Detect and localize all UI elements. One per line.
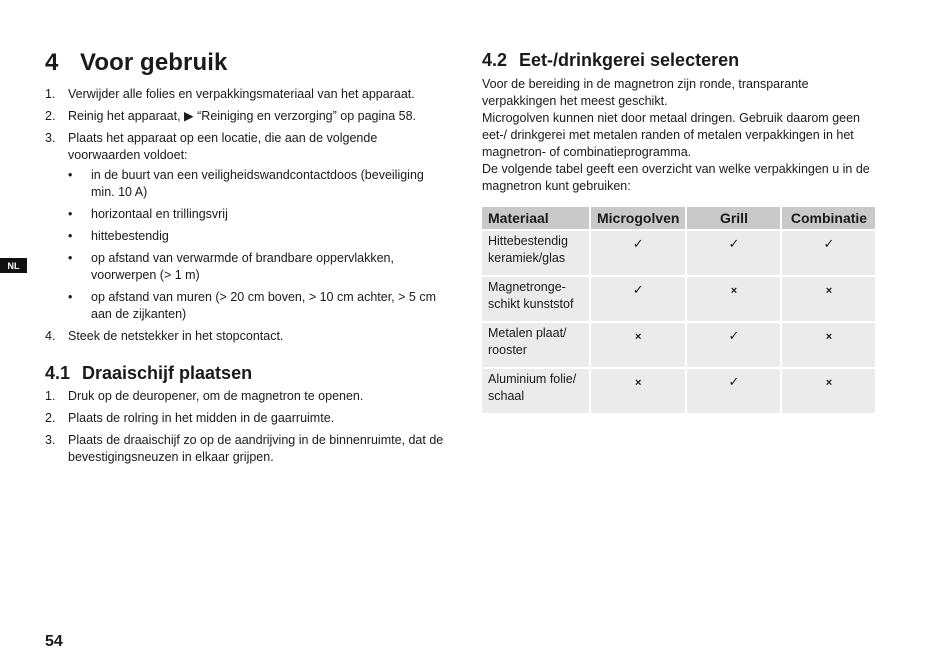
section-title: Eet-/drinkgerei selecteren (519, 50, 740, 70)
section-4-2-heading (482, 48, 882, 72)
table-row (482, 231, 875, 275)
turntable-steps (45, 388, 445, 466)
check-icon: ✓ (687, 369, 780, 413)
check-icon: ✓ (687, 231, 780, 275)
check-icon: ✓ (591, 277, 685, 321)
check-icon: ✓ (591, 231, 685, 275)
cross-icon: × (782, 369, 875, 413)
paragraph: Microgolven kunnen niet door metaal dringen. Gebruik daarom geen eet-/ drinkgerei met metalen randen of metalen verpakkingen in het magnetron- of combinatieprogramma. (482, 111, 861, 159)
table-row (482, 323, 875, 367)
bullet-item: • op afstand van verwarmde of brandbare oppervlakken, voorwerpen (> 1 m) (68, 251, 394, 282)
page-number: 54 (45, 633, 63, 650)
list-item: 3. Plaats het apparaat op een locatie, die aan de volgende voorwaarden voldoet: • in de buurt van een veiligheidswandcontactdoos (beveiliging min. 10 A) • horizontaal en trillingsvrij • hittebestendig • op afstand van verwarmde of brandbare oppervlakken, voorwerpen (> 1 m) • op afstand van muren (> 20 cm boven, > 10 cm achter, > 5 cm aan de zijkanten) (45, 130, 445, 323)
section-4-1-heading (45, 361, 445, 385)
material-cell: Aluminium folie/ schaal (482, 369, 589, 413)
section-title: Draaischijf plaatsen (82, 363, 253, 383)
section-number: 4 (45, 49, 59, 76)
material-cell: Magnetronge-schikt kunststof (482, 277, 589, 321)
section-title: Voor gebruik (80, 49, 228, 76)
table-header-row (482, 207, 875, 229)
list-item: 2. Plaats de rolring in het midden in de gaarruimte. (45, 411, 335, 425)
right-column (482, 48, 882, 415)
left-column (45, 48, 445, 471)
material-cell: Metalen plaat/ rooster (482, 323, 589, 367)
cross-icon: × (591, 323, 685, 367)
column-header: Grill (687, 207, 780, 229)
cross-icon: × (687, 277, 780, 321)
bullet-item: • horizontaal en trillingsvrij (68, 207, 228, 221)
intro-text (482, 76, 882, 195)
bullet-item: • in de buurt van een veiligheidswandcontactdoos (beveiliging min. 10 A) (68, 168, 424, 199)
language-tab: NL (0, 258, 27, 273)
list-item: 1. Verwijder alle folies en verpakkingsmateriaal van het apparaat. (45, 87, 415, 101)
material-cell: Hittebestendig keramiek/glas (482, 231, 589, 275)
list-item: 2. Reinig het apparaat, ▶ “Reiniging en verzorging” op pagina 58. (45, 109, 417, 123)
column-header: Materiaal (482, 207, 589, 229)
bullet-item: • hittebestendig (68, 229, 169, 243)
cross-icon: × (782, 323, 875, 367)
paragraph: Voor de bereiding in de magnetron zijn ronde, transparante verpakkingen het meest geschikt. (482, 77, 809, 108)
cross-icon: × (591, 369, 685, 413)
placement-conditions (68, 167, 445, 323)
cross-icon: × (782, 277, 875, 321)
list-item: 3. Plaats de draaischijf zo op de aandrijving in de binnenruimte, dat de bevestigingsneuzen in elkaar grijpen. (45, 433, 444, 464)
section-4-heading (45, 48, 445, 78)
check-icon: ✓ (782, 231, 875, 275)
list-item: 4. Steek de netstekker in het stopcontact. (45, 329, 284, 343)
list-item: 1. Druk op de deuropener, om de magnetron te openen. (45, 389, 364, 403)
bullet-item: • op afstand van muren (> 20 cm boven, > 10 cm achter, > 5 cm aan de zijkanten) (68, 290, 436, 321)
section-number: 4.1 (45, 363, 71, 383)
table-row (482, 277, 875, 321)
material-table (480, 205, 877, 415)
usage-steps (45, 86, 445, 345)
check-icon: ✓ (687, 323, 780, 367)
column-header: Microgolven (591, 207, 685, 229)
paragraph: De volgende tabel geeft een overzicht van welke verpakkingen u in de magnetron kunt gebruiken: (482, 162, 870, 193)
table-row (482, 369, 875, 413)
section-number: 4.2 (482, 50, 508, 70)
column-header: Combinatie (782, 207, 875, 229)
